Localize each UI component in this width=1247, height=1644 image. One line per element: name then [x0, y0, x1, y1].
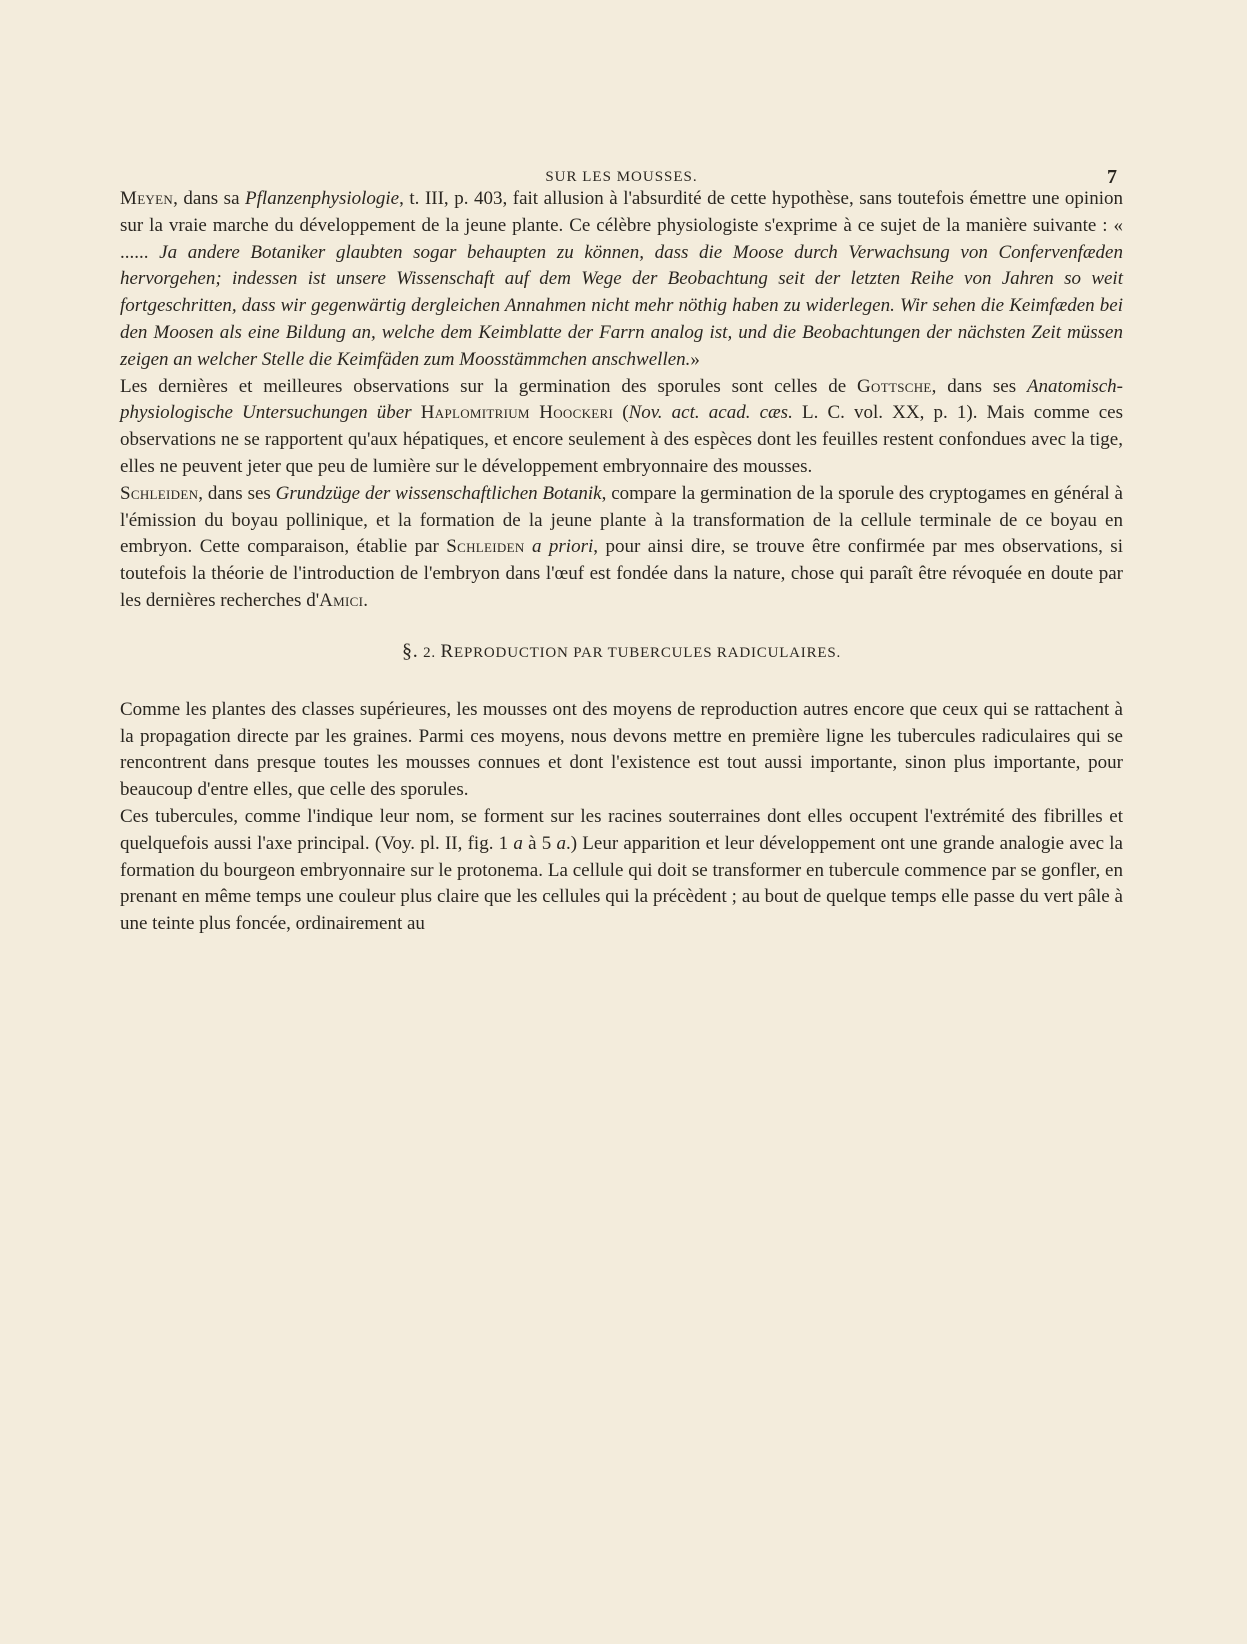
text-run: .) Leur apparition et leur développement ont une grande analogie avec la formation du bourgeon embryonnaire sur le protonema. La cellule qui doit se transformer en tubercule commence par se gonfler, en prenant en même temps une couleur plus claire que les cellules qui la précèdent ; au bout de quelque temps elle passe du vert pâle à une teinte plus foncée, ordinairement au [120, 832, 1123, 935]
text-run: , compare la germination de la sporule des cryptogames en général à l'émission du boyau pollinique, et la formation de la jeune plante à la transformation de la cellule terminale de ce boyau en embryon. Cette comparaison, établie par [120, 482, 1123, 558]
paragraph-gottsche [120, 374, 1123, 481]
text-run: . [363, 589, 368, 611]
author-name: Schleiden [120, 482, 199, 504]
paragraph-reproduction: Comme les plantes des classes supérieures, les mousses ont des moyens de reproduction autres encore que ceux qui se rattachent à la propagation directe par les graines. Parmi ces moyens, nous devons mettre en première ligne les tubercules radiculaires qui se rencontrent dans presque toutes les mousses connues et dont l'existence est tout aussi importante, sinon plus importante, pour beaucoup d'entre elles, que celle des sporules. [120, 698, 1123, 801]
section-symbol: §. [401, 639, 419, 662]
author-name: Meyen [120, 188, 174, 209]
paragraph-meyen [120, 186, 1123, 374]
text-run: L. C. vol. XX, p. 1). Mais comme ces observations ne se rapportent qu'aux hépatiques, et encore seulement à des espèces dont les feuilles restent confondues avec la tige, elles ne peuvent jeter que peu de lumière sur le développement embryonnaire des mousses. [120, 402, 1124, 477]
text-run: ( [613, 402, 629, 424]
body-text [120, 186, 1123, 938]
author-name: Gottsche [857, 375, 932, 397]
german-quotation: Ja andere Botaniker glaubten sogar behaupten zu können, dass die Moose durch Verwachsung von Confervenfæden hervorgehen; indessen ist unsere Wissenschaft auf dem Wege der Beobachtung seit der letzten Reihe von Jahren so weit fortgeschritten, dass wir gegenwärtig dergleichen Annahmen nicht mehr nöthig haben zu widerlegen. Wir sehen die Keimfæden bei den Moosen als eine Bildung an, welche dem Keimblatte der Farrn analog ist, und die Beobachtungen der nächsten Zeit müssen zeigen an welcher Stelle die Keimfäden zum Moosstämmchen anschwellen. [120, 241, 1123, 370]
text-run: , pour ainsi dire, se trouve être confirmée par mes observations, si toutefois la théorie de l'introduction de l'embryon dans l'œuf est fondée dans la nature, chose qui paraît être révoquée en doute par les dernières recherches d' [120, 536, 1123, 611]
section-number: 2. [423, 644, 436, 661]
text-run: Ces tubercules, comme l'indique leur nom, se forment sur les racines souterraines dont elles occupent l'extrémité des fibrilles et quelquefois aussi l'axe principal. (Voy. pl. II, fig. 1 [120, 805, 1123, 854]
text-run: , dans ses [931, 375, 1027, 397]
work-title: Grundzüge der wissenschaftlichen Botanik [275, 482, 602, 504]
page-number: 7 [1107, 166, 1117, 188]
work-title: Pflanzenphysiologie [245, 188, 400, 209]
text-run: , dans ses [198, 482, 276, 504]
journal-title: Nov. act. acad. cæs. [628, 402, 793, 424]
text-run [412, 402, 421, 423]
work-title: Anatomisch-physiologische Untersuchungen über [120, 375, 1123, 424]
figure-letter: a [513, 832, 523, 854]
text-run: Les dernières et meilleures observations sur la germination des sporules sont celles de [120, 375, 858, 397]
author-name: Amici [319, 589, 364, 611]
text-run: à 5 [522, 832, 557, 854]
figure-letter: a [556, 832, 566, 854]
text-run: , t. III, p. 403, fait allusion à l'absurdité de cette hypothèse, sans toutefois émettre une opinion sur la vraie marche du développement de la jeune plante. Ce célèbre physiologiste s'exprime à ce sujet de la manière suivante : « ...... [120, 188, 1123, 263]
author-name: Schleiden [446, 536, 525, 558]
section-heading [120, 641, 1123, 663]
section-title-initial: R [440, 640, 455, 662]
section-title: EPRODUCTION PAR TUBERCULES RADICULAIRES. [454, 644, 842, 661]
paragraph-tubercules [120, 804, 1123, 938]
running-title: SUR LES MOUSSES. [545, 169, 698, 185]
latin-phrase: a priori [531, 536, 594, 558]
text-run: , dans sa [173, 188, 246, 209]
paragraph-schleiden [120, 481, 1123, 615]
species-name: Haplomitrium Hoockeri [420, 402, 614, 424]
closing-quote: » [690, 348, 700, 370]
text-run [525, 536, 532, 557]
